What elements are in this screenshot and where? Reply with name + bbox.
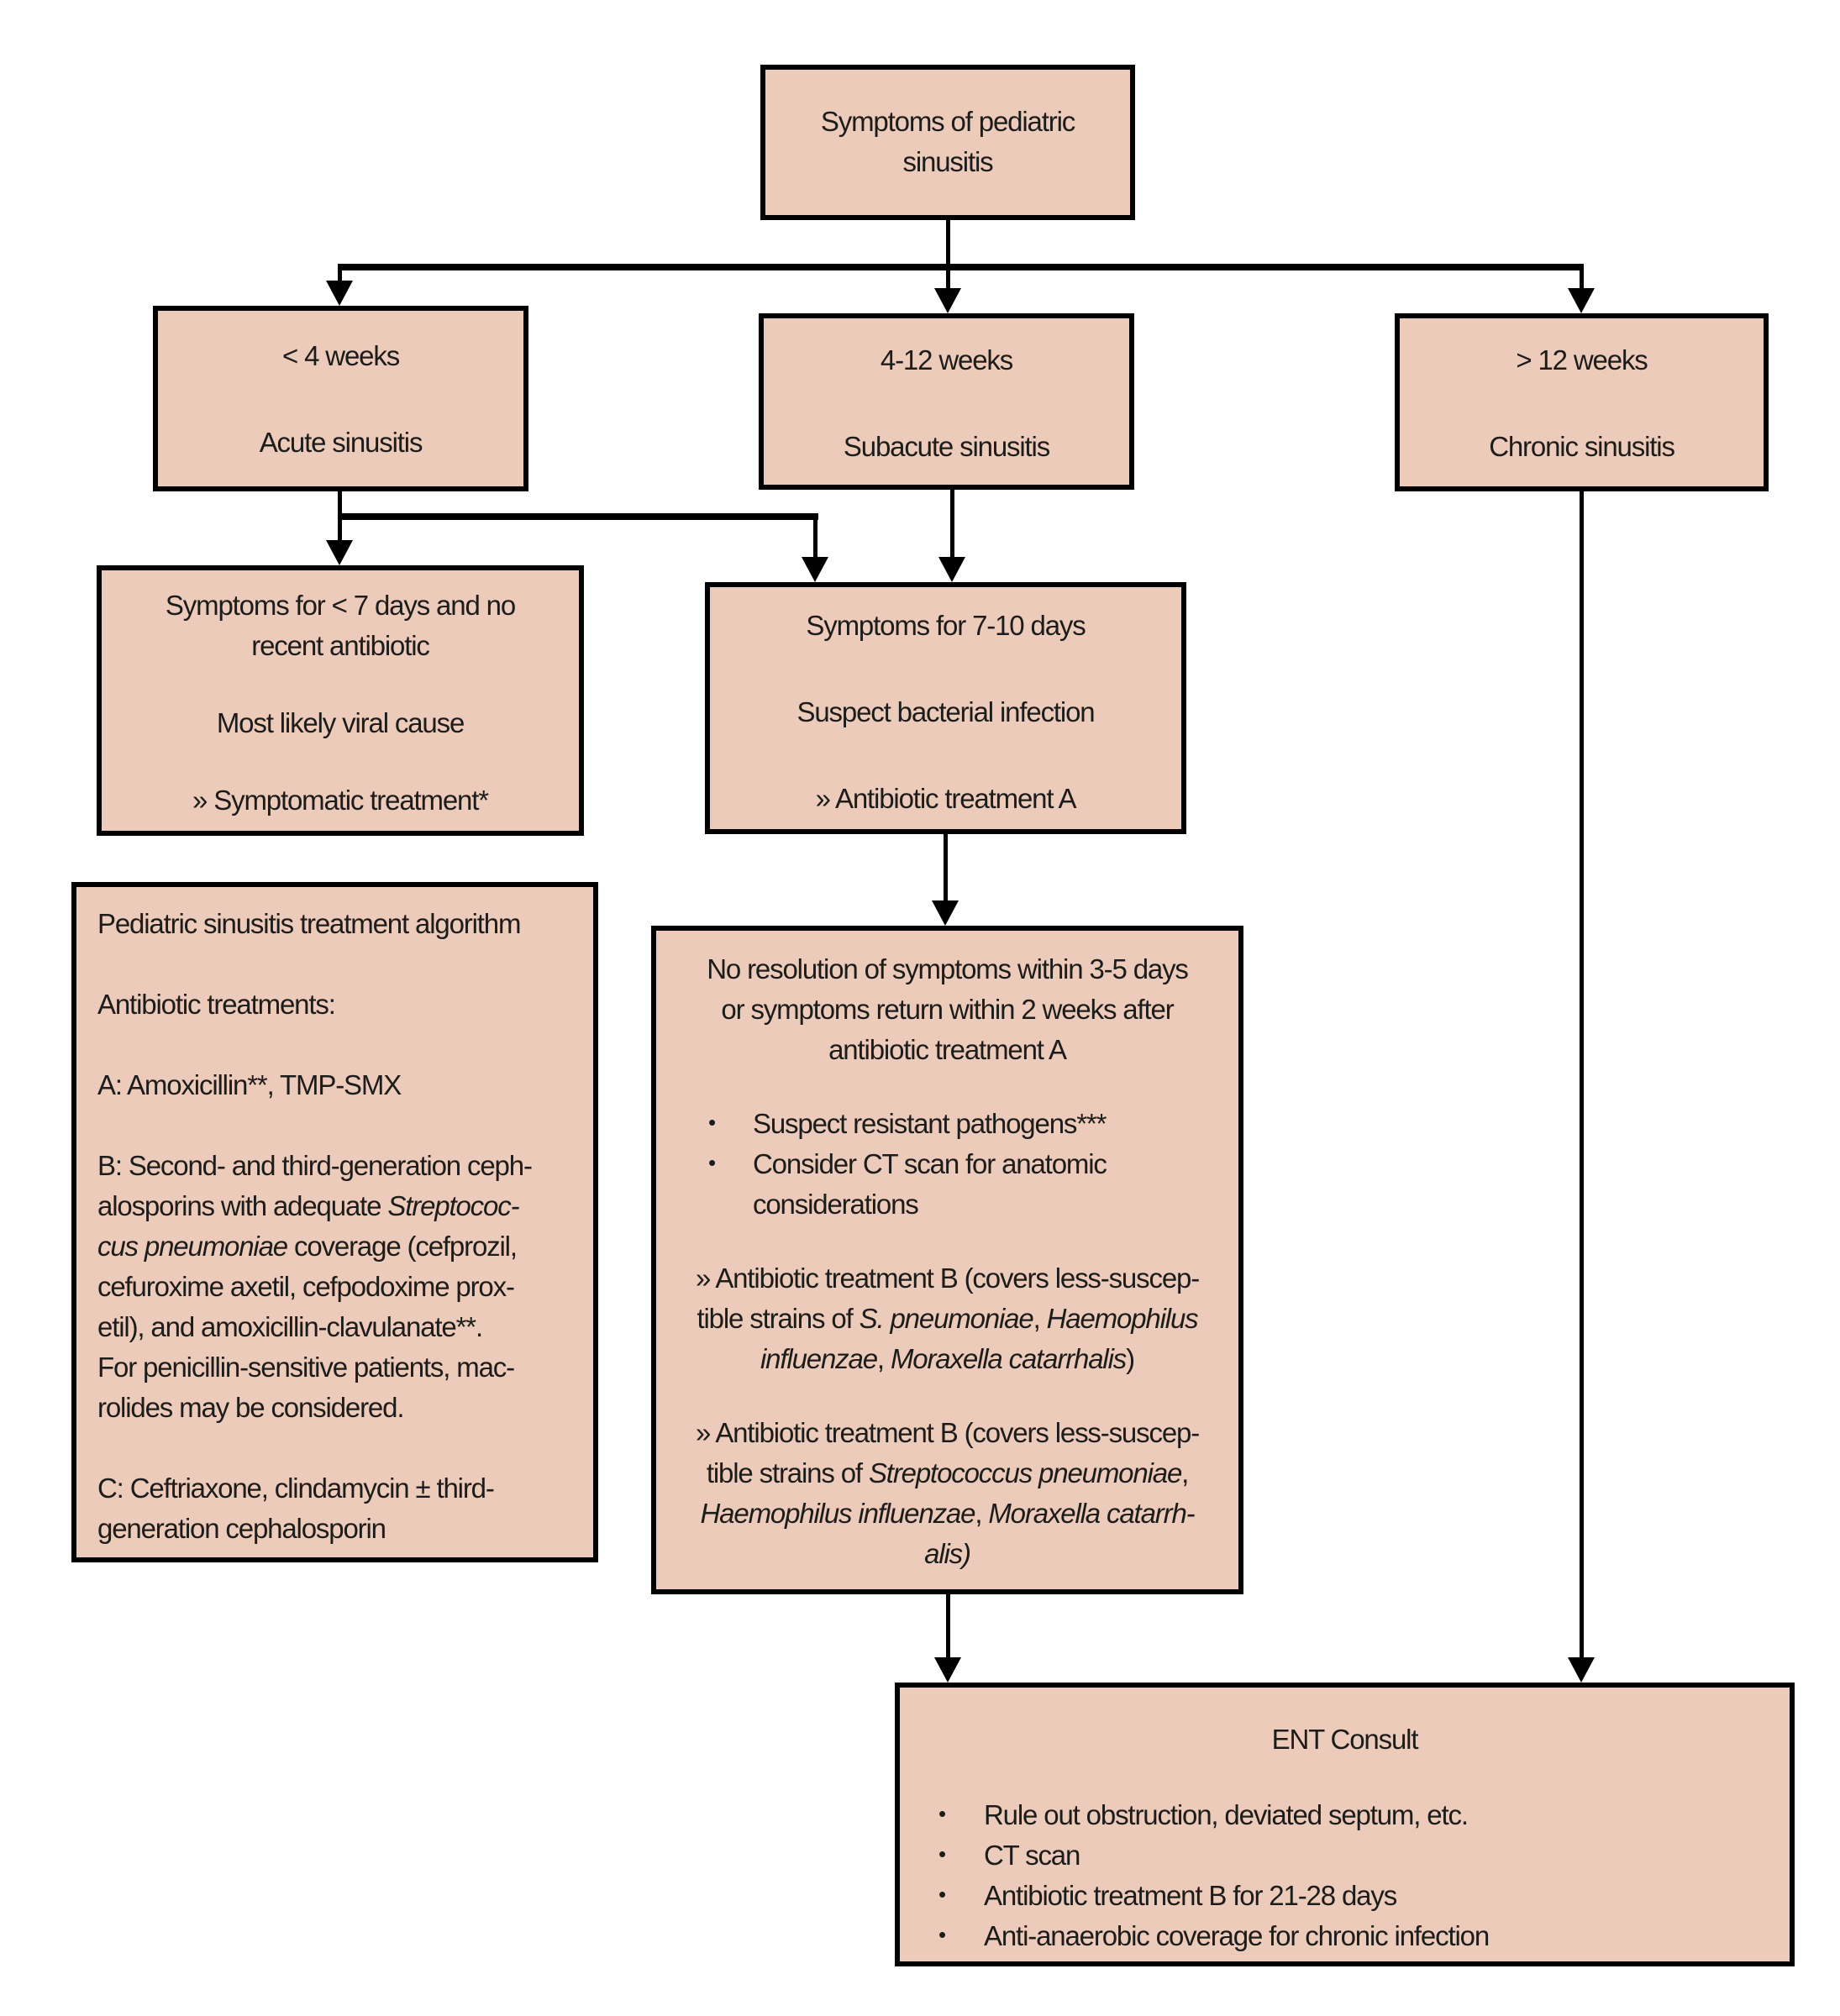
connector-to-viral [338,513,342,543]
arrowhead-noresolution-to-ent [934,1657,961,1683]
acute-duration: < 4 weeks [281,340,400,371]
subacute-duration: 4-12 weeks [880,344,1013,375]
viral-box [97,565,584,836]
bacterial-suspect-text: Suspect bacterial infection [796,696,1095,727]
bullet-item: • Anti-anaerobic coverage for chronic infection [900,1916,1790,1956]
viral-cause-text: Most likely viral cause [216,707,465,738]
bacterial-symptoms-text: Symptoms for 7-10 days [806,610,1086,641]
bullet-item: • Rule out obstruction, deviated septum, etc. [900,1795,1790,1835]
chronic-duration: > 12 weeks [1516,344,1648,375]
legend-title: Pediatric sinusitis treatment algorithm [97,908,521,939]
legend-box [71,882,598,1562]
connector-subacute-to-bacterial [950,490,954,560]
subacute-box [759,313,1134,490]
connector-acute-branch [338,513,818,520]
no-resolution-bullet-list [665,1104,1230,1225]
connector-to-subacute [946,267,950,291]
bullet-item: • CT scan [900,1835,1790,1876]
arrowhead-to-subacute [934,288,961,313]
ent-consult-bullet-list [900,1795,1790,1956]
viral-treatment-text: » Symptomatic treatment* [192,785,488,816]
no-resolution-treatment-b1: » Antibiotic treatment B (covers less-suscep- tible strains of S. pneumoniae, Haemophilus influenzae, Moraxella catarrhalis) [695,1263,1200,1374]
ent-consult-title: ENT Consult [1271,1724,1418,1755]
arrowhead-to-acute [326,281,353,306]
bullet-item: • Suspect resistant pathogens*** [665,1104,1230,1144]
no-resolution-heading: No resolution of symptoms within 3-5 days or symptoms return within 2 weeks after antibiotic treatment A [707,953,1188,1065]
chronic-box [1395,313,1769,491]
no-resolution-treatment-b2: » Antibiotic treatment B (covers less-suscep- tible strains of Streptococcus pneumoniae, Haemophilus influenzae, Moraxella catarrh- alis) [695,1417,1200,1569]
connector-top-branch [338,264,1584,270]
legend-treatment-c: C: Ceftriaxone, clindamycin ± third- generation cephalosporin [97,1473,494,1544]
arrowhead-bacterial-to-noresolution [932,900,959,926]
arrowhead-chronic-to-ent [1568,1657,1595,1683]
bacterial-treatment-text: » Antibiotic treatment A [815,783,1076,814]
legend-treatment-b: B: Second- and third-generation ceph- alosporins with adequate Streptococ- cus pneumoniae coverage (cefprozil, cefuroxime axetil, cefpodoxime prox- etil), and amoxicillin-clavulanate**. For penicillin-sensitive patients, mac- rolides may be considered. [97,1150,532,1423]
legend-subtitle: Antibiotic treatments: [97,989,335,1020]
bacterial-box [705,582,1186,834]
chronic-label: Chronic sinusitis [1489,431,1674,462]
acute-box [153,306,528,491]
arrowhead-subacute-to-bacterial [938,557,965,582]
acute-label: Acute sinusitis [259,427,423,458]
legend-treatment-a: A: Amoxicillin**, TMP-SMX [97,1069,402,1100]
connector-to-chronic [1580,267,1584,291]
arrowhead-to-viral [326,540,353,565]
no-resolution-box [651,926,1243,1594]
viral-symptoms-text: Symptoms for < 7 days and no recent antibiotic [165,590,516,661]
ent-consult-box [895,1683,1795,1966]
arrowhead-to-chronic [1568,288,1595,313]
connector-bacterial-to-noresolution [944,834,948,904]
bullet-item: • Consider CT scan for anatomic considerations [665,1144,1230,1225]
root-box [760,65,1135,220]
arrowhead-acute-to-bacterial [802,557,828,582]
connector-noresolution-to-ent [946,1594,950,1661]
connector-acute-to-bacterial [813,513,817,560]
connector-root-stem [946,220,950,269]
connector-chronic-to-ent [1580,491,1584,1661]
subacute-label: Subacute sinusitis [843,431,1050,462]
root-box-text: Symptoms of pediatric sinusitis [820,106,1075,177]
bullet-item: • Antibiotic treatment B for 21-28 days [900,1876,1790,1916]
